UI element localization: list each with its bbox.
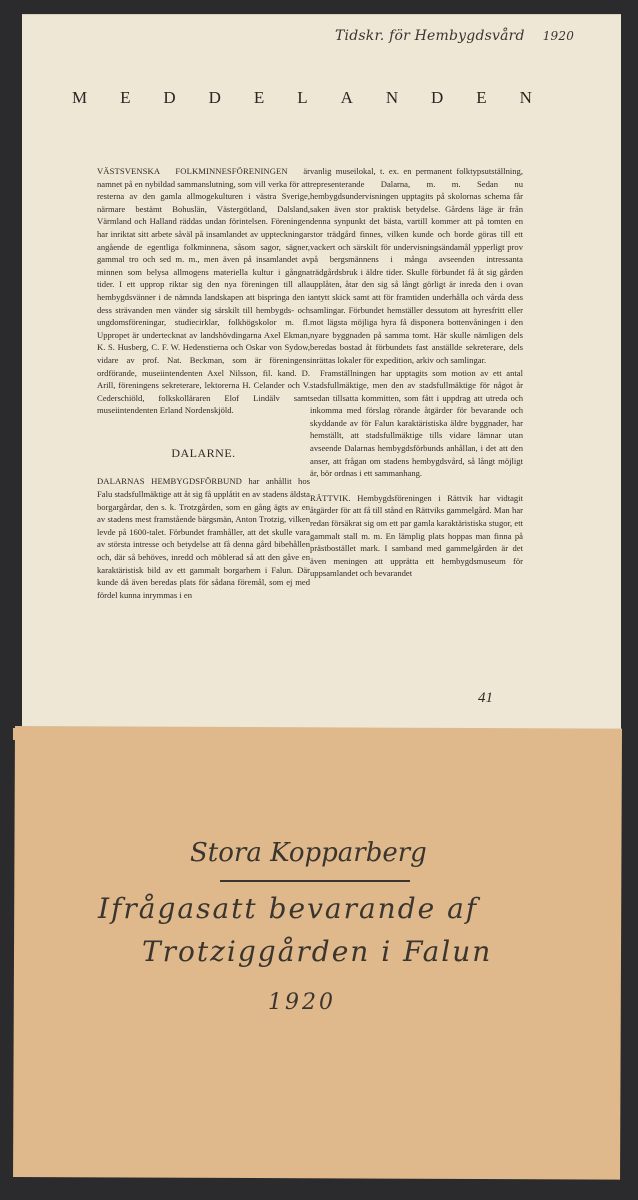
heading-letter: E <box>476 88 487 107</box>
heading-letter: D <box>208 88 221 107</box>
right-column <box>310 165 523 580</box>
left-column <box>97 165 310 601</box>
paragraph-framstallningen: Framställningen har upptagits som motion av ett antal stadsfullmäktige, men den av stadsfullmäktige för något år sedan tillsatta kommitten, som fått i uppdrag att utreda och inkomma med förslag rörande åtgärder för bevarande och skyddande av för Falun karaktäristiska äldre byggnader, har hemställt, att stadsfullmäktige tills vidare lämnar utan avseende Dalarnas hembygdsförbunds anhållan, i det att den anser, att frågan om stadens hembygdsvård, så långt möjligt är, bör ordnas i ett sammanhang. <box>310 367 523 479</box>
heading-letter: E <box>120 88 131 107</box>
handwritten-source-annotation <box>335 28 574 44</box>
paragraph-body: Hembygdsföreningen i Rättvik har vidtagit åtgärder för att få till stånd en Rättviks gammelgård. Man har redan försäkrat sig om ett par gamla karaktäristiska stugor, ett gammalt stall m. m. En lämplig plats hoppas man finna på prästbostället mark. I samband med gammelgården är det även meningen att upprätta ett hembygdsmuseum för uppsamlandet och bevarandet <box>310 492 523 579</box>
paragraph-dalarnas <box>97 475 310 601</box>
paragraph-vastsvenska <box>97 165 310 417</box>
paragraph-continued: vanlig museilokal, t. ex. en permanent folktypsutställning, representerande Dalarna, m. m. Sedan nu hembygdsundervisningen upptagits på skolornas schema får saken även stor praktisk betydelse. Gårdens läge är från denna synpunkt det bästa, vartill kommer att på tomten en stor trädgård finnes, vilken kunde och borde göras till ett vackert och särskilt för undervisningsändamål ypperligt prov på bergsmännens i många avseenden intressanta trädgårdsbruk i äldre tider. Skulle förbundet få åt sig gården upplåten, åtar den sig så långt görligt är inreda den i ovan antytt skick samt att för framtiden underhålla och vårda dess samlingar. Förbundet hemställer dessutom att hyresfritt eller mot lägsta möjliga hyra få disponera bottenvåningen i den nyare byggnaden på samma tomt. Här skulle nämligen dels beredas bostad åt förbundets fast anställde sekreterare, dels inrättas lokaler för expedition, arkiv och samlingar. <box>310 166 523 365</box>
annotation-text: Tidskr. för Hembygdsvård <box>335 28 525 44</box>
paragraph-rattvik <box>310 492 523 580</box>
card-line-subject: Ifrågasatt bevarande af <box>98 892 479 925</box>
spacer <box>310 480 523 492</box>
annotation-year: 1920 <box>542 29 575 43</box>
page-heading <box>72 88 532 108</box>
section-title-dalarne: DALARNE. <box>171 445 236 460</box>
card-line-place: Trotziggården i Falun <box>142 935 493 968</box>
page-number: 41 <box>478 690 493 706</box>
paragraph-lead: VÄSTSVENSKA FOLKMINNESFÖRENINGEN <box>97 166 288 176</box>
heading-letter: L <box>297 88 308 107</box>
heading-letter: N <box>385 88 399 107</box>
heading-letter: E <box>253 88 265 107</box>
heading-letter: D <box>163 88 176 107</box>
card-title: Stora Kopparberg <box>190 838 427 868</box>
card-title-underline <box>220 880 410 882</box>
paragraph-body: har anhållit hos Falu stadsfullmäktige att åt sig få upplåtit en av stadens äldsta borgargårdar, den s. k. Trotzgården, som en gång ägts av en av stadens mest framstående bärgsmän, Anton Trotzig, vilken levde på 1600-talet. Förbundet framhåller, att det skulle vara av största intresse och betydelse att få denna gård bibehållen och, där så behöves, inredd och möblerad så att den gåve en karaktäristisk bild av ett gammalt borgarhem i Falun. Där kunde då även beredas plats för sådana föremål, som ej med fördel kunna inrymmas i en <box>97 476 310 600</box>
card-year: 1920 <box>268 990 336 1015</box>
paragraph-lead: RÄTTVIK. <box>310 492 351 503</box>
heading-letter: N <box>519 88 532 107</box>
paragraph-lead: DALARNAS HEMBYGDSFÖRBUND <box>97 476 242 487</box>
paragraph-body: är namnet på en nybildad sammanslutning, som vill verka för att resterna av den gamla allmogekulturen i västra Sverige, närmare bestämt Bohuslän, Västergötland, Dalsland, Värmland och Halland räddas undan förintelsen. Föreningen har inriktat sitt arbete såväl på insamlandet av uppteckningar angående de egentliga folkminnena, såsom sagor, sägner, gammal tro och sed m. m., men även på insamlandet av minnen som belysa allmogens materiella kultur i gångna tider. I ett upprop riktar sig den nya föreningen till alla hembygdsvänner i de nämnda landskapen att bispringa den i dess strävanden men vänder sig särskilt till hembygds- och ungdomsföreningar, studiecirklar, folkhögskolor m. fl. Uppropet är undertecknat av landshövdingarna Axel Ekman, K. S. Husberg, C. F. W. Hedenstierna och Oskar von Sydow, vidare av prof. Nat. Beckman, som är föreningens ordförande, museiintendenten Axel Nilsson, fil. kand. D. Arill, föreningens sekreterare, lektorerna H. Celander och V. Cederschiöld, folkskolläraren Elof Lindälv samt museiintendenten Erland Nordenskjöld. <box>97 166 310 416</box>
heading-letter: M <box>72 88 88 107</box>
heading-letter: D <box>431 88 444 107</box>
heading-letter: A <box>340 88 353 107</box>
